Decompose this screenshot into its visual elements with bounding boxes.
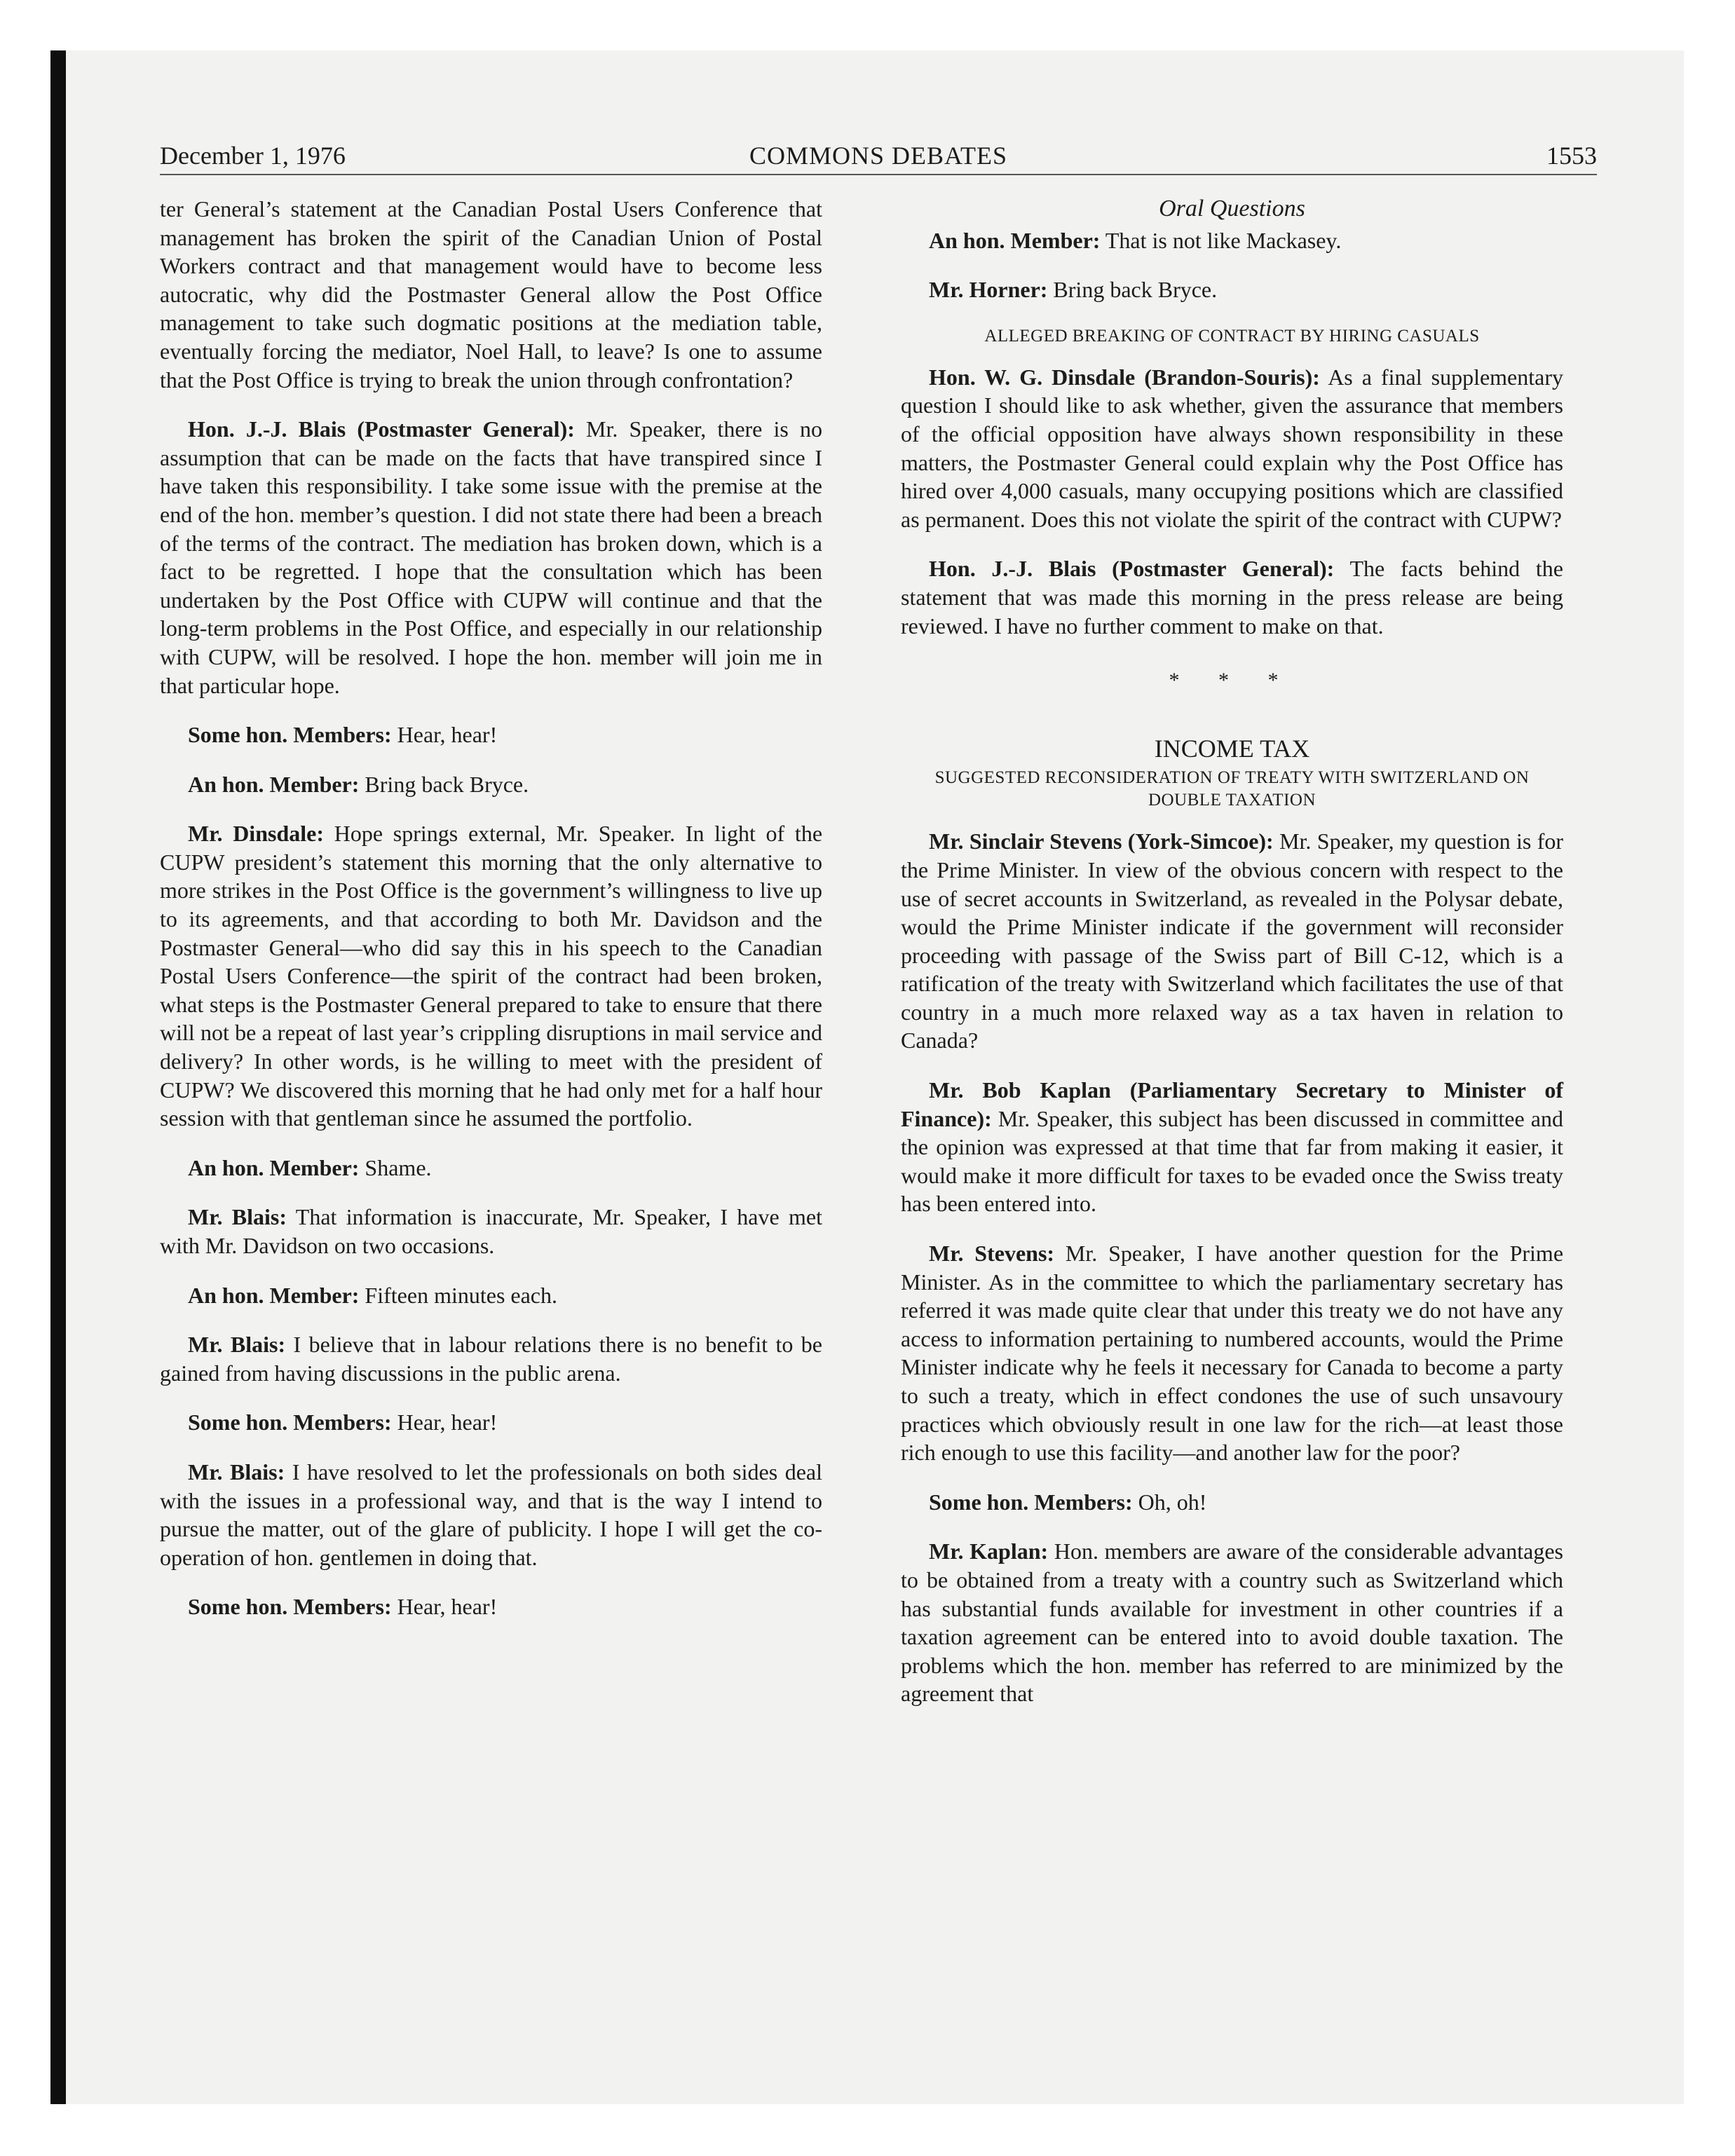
subject-heading: SUGGESTED RECONSIDERATION OF TREATY WITH SWITZERLAND ON DOUBLE TAXATION [934, 768, 1530, 810]
speaker-name: Mr. Kaplan: [929, 1538, 1049, 1564]
paragraph-text: Hear, hear! [397, 1594, 498, 1620]
paragraph [901, 275, 1563, 304]
paragraph-text: Bring back Bryce. [1053, 277, 1218, 303]
paragraph-text: Hear, hear! [397, 722, 498, 748]
paragraph [160, 415, 822, 700]
paragraph [901, 1076, 1563, 1218]
section-separator: * * * [1169, 669, 1295, 692]
paragraph [160, 1592, 822, 1621]
paragraph-text: ter General’s statement at the Canadian Postal Users Conference that management has broken the spirit of the Canadian Union of Postal Workers contract and that management would have to become less autocratic, why did the Postmaster General allow the Post Office management to take such dogmatic positions at the mediation table, eventually forcing the mediator, Noel Hall, to leave? Is one to assume that the Post Office is trying to break the union through confrontation? [160, 196, 822, 393]
paragraph-text: Hear, hear! [397, 1410, 498, 1435]
paragraph [901, 226, 1563, 255]
paragraph [901, 1239, 1563, 1467]
speaker-name: Mr. Dinsdale: [188, 821, 324, 847]
speaker-name: Mr. Sinclair Stevens (York-Simcoe): [929, 828, 1274, 854]
speaker-name: Hon. J.-J. Blais (Postmaster General): [188, 416, 575, 442]
paragraph-text: Oh, oh! [1138, 1489, 1207, 1515]
header-date: December 1, 1976 [160, 142, 346, 170]
paragraph [160, 721, 822, 749]
paragraph [160, 1281, 822, 1310]
speaker-name: Mr. Blais: [188, 1459, 285, 1485]
binding-edge [50, 50, 66, 2104]
paragraph-text: Shame. [365, 1154, 432, 1180]
running-header [160, 137, 1597, 175]
paragraph [160, 1154, 822, 1182]
paragraph [160, 1203, 822, 1260]
paragraph [901, 1488, 1563, 1517]
paragraph-text: Mr. Speaker, this subject has been discussed in committee and the opinion was expressed at that time that far from making it easier, it would make it more difficult for taxes to be evaded once the Swiss treaty has been entered into. [901, 1105, 1564, 1217]
speaker-name: Hon. W. G. Dinsdale (Brandon-Souris): [929, 364, 1320, 390]
header-title: COMMONS DEBATES [749, 142, 1008, 170]
paragraph-text: Hope springs external, Mr. Speaker. In light of the CUPW president’s statement this morning that the only alternative to more strikes in the Post Office is the government’s willingness to live up to its agreements, and that according to both Mr. Davidson and the Postmaster General—who did say this in his speech to the Canadian Postal Users Conference—the spirit of the contract had been broken, what steps is the Postmaster General prepared to take to ensure that there will not be a repeat of last year’s crippling disruptions in mail service and delivery? In other words, is he willing to meet with the president of CUPW? We discovered this morning that he had only met for a half hour session with that gentleman since he assumed the portfolio. [160, 821, 823, 1131]
speaker-name: Mr. Blais: [188, 1332, 286, 1358]
right-column [901, 195, 1563, 1729]
paragraph-text: I have resolved to let the professionals on both sides deal with the issues in a professional way, and that is the way I intend to pursue the matter, out of the glare of publicity. I hope I will get the co-operation of hon. gentlemen in doing that. [160, 1459, 823, 1570]
speaker-name: Mr. Horner: [929, 277, 1048, 303]
paragraph-text: As a final supplementary question I should like to ask whether, given the assurance that members of the official opposition have always shown responsibility in these matters, the Postmaster General could explain why the Post Office has hired over 4,000 casuals, many occupying positions which are classified as permanent. Does this not violate the spirit of the contract with CUPW? [901, 364, 1564, 532]
paragraph [160, 195, 822, 394]
paragraph [160, 819, 822, 1133]
speaker-name: Hon. J.-J. Blais (Postmaster General): [929, 556, 1335, 582]
paragraph [160, 1408, 822, 1437]
section-heading: INCOME TAX [1154, 734, 1310, 763]
paragraph [901, 1537, 1563, 1708]
speaker-name: Some hon. Members: [188, 1410, 392, 1435]
paragraph-text: Hon. members are aware of the considerable advantages to be obtained from a treaty with a country such as Switzerland which has substantial funds available for investment in other countries if a taxation agreement can be entered into to avoid double taxation. The problems which the hon. member has referred to are minimized by the agreement that [901, 1538, 1563, 1707]
paragraph [901, 827, 1563, 1055]
paragraph-text: Fifteen minutes each. [365, 1282, 557, 1308]
speaker-name: Some hon. Members: [929, 1489, 1133, 1515]
speaker-name: Mr. Bob Kaplan (Parliamentary Secretary to Minister of Finance): [901, 1077, 1563, 1131]
paragraph-text: Mr. Speaker, there is no assumption that can be made on the facts that have transpired since I have taken this responsibility. I take some issue with the premise at the end of the hon. member’s question. I did not state there had been a breach of the terms of the contract. The mediation has broken down, which is a fact to be regretted. I hope that the consultation which has been undertaken by the Post Office with CUPW will continue and that the long-term problems in the Post Office, and especially in our relationship with CUPW, will be resolved. I hope the hon. member will join me in that particular hope. [160, 416, 823, 698]
speaker-name: Some hon. Members: [188, 1594, 392, 1620]
paragraph [160, 1458, 822, 1571]
paragraph-text: Bring back Bryce. [365, 771, 529, 797]
speaker-name: An hon. Member: [188, 1282, 360, 1308]
speaker-name: An hon. Member: [188, 771, 360, 797]
paragraph [901, 554, 1563, 640]
speaker-name: An hon. Member: [188, 1154, 360, 1180]
speaker-name: Mr. Blais: [188, 1204, 287, 1230]
paragraph-text: Mr. Speaker, my question is for the Prime Minister. In view of the obvious concern with respect to the use of secret accounts in Switzerland, as revealed in the Polysar debate, would the Prime Minister indicate if the government will reconsider proceeding with passage of the Swiss part of Bill C-12, which is a ratification of the treaty with Switzerland which facilitates the use of that country in a much more relaxed way as a tax haven in relation to Canada? [901, 828, 1564, 1053]
paragraph-text: I believe that in labour relations there is no benefit to be gained from having discussions in the public arena. [160, 1332, 823, 1386]
section-label: Oral Questions [1159, 196, 1305, 221]
left-column [160, 195, 822, 1642]
paragraph-text: Mr. Speaker, I have another question for the Prime Minister. As in the committee to which the parliamentary secretary has referred it was made quite clear that under this treaty we do not have any access to information pertaining to numbered accounts, would the Prime Minister indicate why he feels it necessary for Canada to become a party to such a treaty, which in effect condones the use of such unsavoury practices which obviously result in one law for the rich—at least those rich enough to use this facility—and another law for the poor? [901, 1241, 1564, 1466]
paragraph [160, 1330, 822, 1387]
page-number: 1553 [1546, 142, 1597, 170]
subject-heading: ALLEGED BREAKING OF CONTRACT BY HIRING CASUALS [984, 326, 1480, 346]
paragraph [160, 770, 822, 799]
speaker-name: Some hon. Members: [188, 722, 392, 748]
speaker-name: An hon. Member: [929, 227, 1101, 253]
paragraph-text: The facts behind the statement that was made this morning in the press release are being reviewed. I have no further comment to make on that. [901, 556, 1564, 639]
paragraph-text: That information is inaccurate, Mr. Speaker, I have met with Mr. Davidson on two occasions. [160, 1204, 823, 1258]
paragraph-text: That is not like Mackasey. [1105, 227, 1342, 253]
speaker-name: Mr. Stevens: [929, 1241, 1055, 1267]
paragraph [901, 363, 1563, 534]
